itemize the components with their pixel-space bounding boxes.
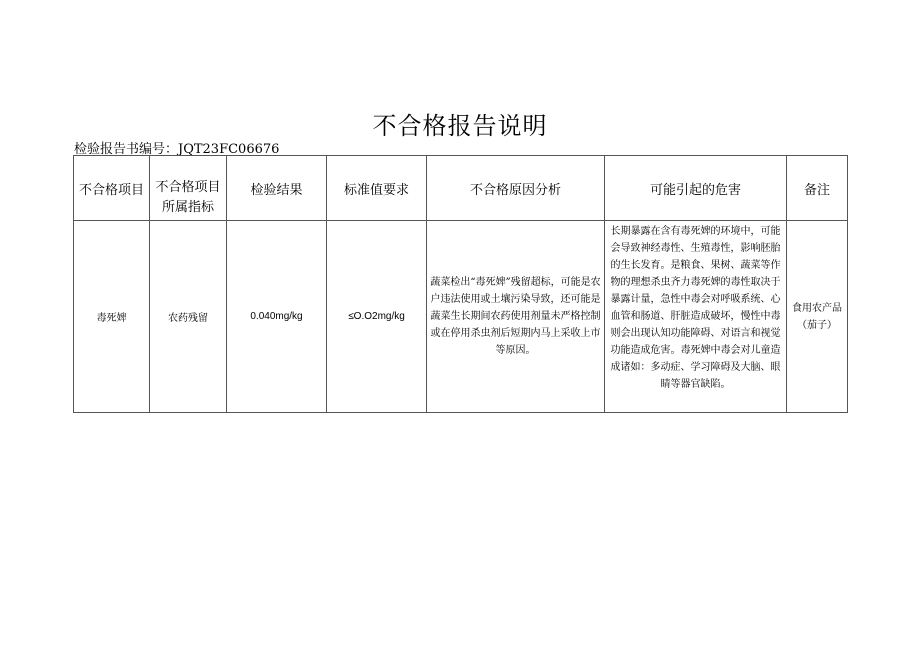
header-result: 检验结果 [227,156,327,221]
header-category-line2: 所属指标 [161,200,214,215]
cell-remark-line1: 食用农产品 [792,302,842,314]
header-remark: 备注 [787,156,848,221]
header-category [150,156,227,221]
header-standard: 标准值要求 [327,156,427,221]
table-header-row [74,156,848,221]
header-item: 不合格项目 [74,156,150,221]
cell-standard: ≤O.O2mg/kg [327,221,427,413]
page-title: 不合格报告说明 [372,112,548,140]
cell-remark-line2: （茄子） [797,319,837,331]
cell-hazard: 长期暴露在含有毒死婢的环境中，可能会导致神经毒性、生殖毒性，影响胚胎的生长发育。是粮食、果树、蔬菜等作物的理想杀虫齐力毒死婢的毒性取决于暴露计量，急性中毒会对呼吸系统、心血管和肠道、肝脏造成破坏，慢性中毒则会出现认知功能障碍、对语言和视觉功能造成危害。毒死婢中毒会对儿童造成诸如：多动症、学习障碍及大脑、眼睛等器官缺陷。 [605,221,787,413]
table-row [74,221,848,413]
header-category-line1: 不合格项目 [155,180,221,195]
nonconformity-table [73,155,848,413]
cell-item: 毒死婢 [74,221,150,413]
cell-category: 农药残留 [150,221,227,413]
header-cause: 不合格原因分析 [427,156,605,221]
cell-remark [787,221,848,413]
cell-result: 0.040mg/kg [227,221,327,413]
cell-cause: 蔬菜检出“毒死婢”残留超标，可能是农户违法使用或土壤污染导致，还可能是蔬菜生长期间农药使用剂量未严格控制或在停用杀虫剂后短期内马上采收上市等原因。 [427,221,605,413]
header-hazard: 可能引起的危害 [605,156,787,221]
report-number: 检验报告书编号：JQT23FC06676 [74,142,280,157]
